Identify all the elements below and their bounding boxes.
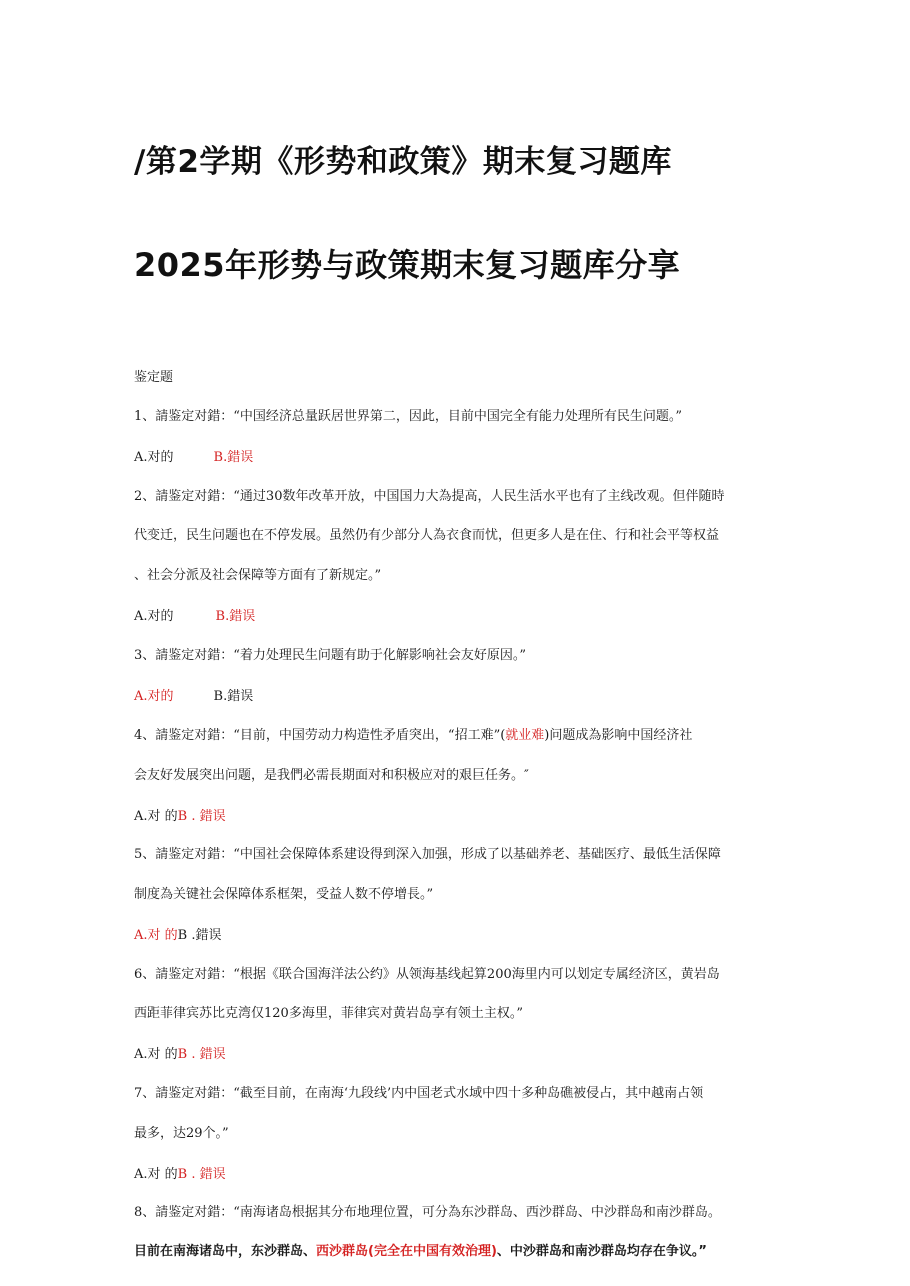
question-2-text-line2: 代变迁，民生问题也在不停发展。虽然仍有少部分人為衣食而忧，但更多人是在住、行和社会平等权益 — [134, 528, 720, 543]
question-3-options — [134, 688, 253, 706]
option-a: A.对的 — [134, 450, 174, 465]
option-b: B.錯误 — [213, 689, 254, 704]
question-2-options — [134, 608, 255, 626]
question-7-options — [134, 1166, 226, 1184]
question-8-line2-end: 、中沙群岛和南沙群岛均存在争议。” — [496, 1244, 707, 1259]
option-a-correct: A.对 的 — [134, 928, 178, 943]
question-1-options — [134, 449, 253, 467]
question-7-text-line2: 最多，达29个。” — [134, 1126, 229, 1141]
section-heading: 鉴定题 — [134, 370, 174, 385]
option-b: B .錯误 — [177, 928, 222, 943]
document-title-line2: 2025年形势与政策期末复习题库分享 — [134, 246, 681, 284]
question-4-text-start: 4、請鉴定对錯：“目前，中国劳动力构造性矛盾突出，“招工难”( — [134, 728, 506, 743]
question-8-text-line1: 8、請鉴定对錯：“南海诸岛根据其分布地理位置，可分為东沙群岛、西沙群岛、中沙群岛和南沙群岛。 — [134, 1205, 721, 1220]
question-4-highlight: 就业难 — [505, 728, 545, 743]
option-b-correct: B.錯误 — [215, 609, 256, 624]
question-2-text-line3: 、社会分派及社会保障等方面有了新规定。” — [134, 568, 382, 583]
question-6-options — [134, 1046, 226, 1064]
option-b-correct: B . 錯误 — [177, 1047, 226, 1062]
option-a: A.对的 — [134, 609, 174, 624]
question-8-line2-start: 目前在南海诸岛中，东沙群岛、 — [134, 1244, 317, 1259]
option-b-correct: B.錯误 — [213, 450, 254, 465]
question-3-text: 3、請鉴定对錯：“着力处理民生问题有助于化解影响社会友好原因。” — [134, 648, 527, 663]
question-5-text-line2: 制度為关键社会保障体系框架，受益人数不停增長。” — [134, 887, 434, 902]
question-2-text-line1: 2、請鉴定对錯：“通过30数年改革开放，中国国力大為提高，人民生活水平也有了主线改观。但伴随時 — [134, 489, 725, 504]
option-a: A.对 的 — [134, 1167, 178, 1182]
question-6-text-line2: 西距菲律宾苏比克湾仅120多海里，菲律宾对黄岩岛享有领土主权。” — [134, 1006, 523, 1021]
option-b-correct: B . 錯误 — [177, 1167, 226, 1182]
option-b-correct: B . 錯误 — [177, 809, 226, 824]
question-4-text-line2: 会友好发展突出问题，是我們必需長期面对和积极应对的艰巨任务。″ — [134, 768, 529, 783]
option-a: A.对 的 — [134, 809, 178, 824]
question-5-options — [134, 927, 221, 945]
document-title-line1: /第2学期《形势和政策》期末复习题库 — [134, 144, 672, 180]
question-8-text-line2 — [134, 1243, 707, 1261]
question-5-text-line1: 5、請鉴定对錯：“中国社会保障体系建设得到深入加强，形成了以基础养老、基础医疗、最低生活保障 — [134, 847, 721, 862]
option-a: A.对 的 — [134, 1047, 178, 1062]
question-4-options — [134, 808, 226, 826]
question-6-text-line1: 6、請鉴定对錯：“根据《联合国海洋法公约》从领海基线起算200海里内可以划定专属经济区，黄岩岛 — [134, 967, 720, 982]
question-8-highlight: 西沙群岛(完全在中国有效治理) — [316, 1244, 497, 1259]
question-1-text: 1、請鉴定对錯：“中国经济总量跃居世界第二，因此，目前中国完全有能力处理所有民生问题。” — [134, 409, 683, 424]
question-4-text-line1 — [134, 727, 692, 745]
question-4-text-end: )问题成為影响中国经济社 — [544, 728, 693, 743]
option-a-correct: A.对的 — [134, 689, 174, 704]
question-7-text-line1: 7、請鉴定对錯：“截至目前，在南海‘九段线’内中国老式水域中四十多种岛礁被侵占，其中越南占领 — [134, 1086, 704, 1101]
